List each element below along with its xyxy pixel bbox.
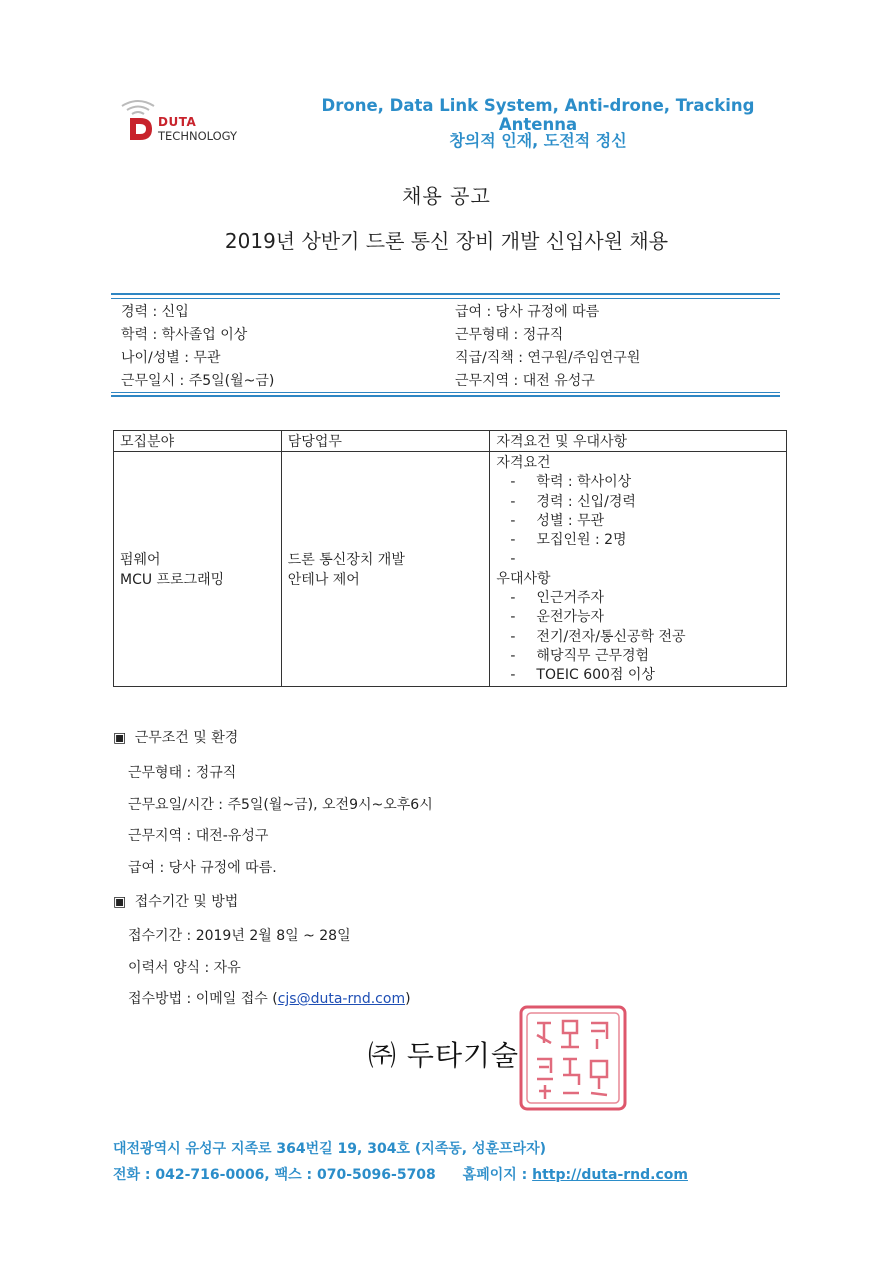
summary-position: 직급/직책 : 연구원/주임연구원 [455,350,641,366]
header-field: 모집분야 [114,431,282,452]
cell-field [114,452,282,687]
company-name: ㈜ 두타기술 [368,1039,520,1072]
preferences-title: 우대사항 [496,570,551,587]
summary-location: 근무지역 : 대전 유성구 [455,373,595,389]
list-item: - 해당직무 근무경험 [510,647,650,664]
field-line: MCU 프로그래밍 [120,571,225,588]
field-line: 펌웨어 [120,551,161,568]
list-item: - 인근거주자 [510,590,605,607]
list-item: - 성별 : 무관 [510,512,605,529]
company-seal-icon [517,1003,629,1113]
application-method: 접수방법 : 이메일 접수 (cjs@duta-rnd.com) [128,991,411,1007]
list-item: - 경력 : 신입/경력 [510,493,636,510]
logo-name: DUTA [158,115,197,129]
summary-bottom-rule [111,395,780,397]
header-requirements: 자격요건 및 우대사항 [490,431,787,452]
list-item: - [510,551,516,568]
table-row [114,452,787,687]
summary-employment-type: 근무형태 : 정규직 [455,327,564,343]
footer-contact: 전화 : 042-716-0006, 팩스 : 070-5096-5708 홈페이지 : http://duta-rnd.com [113,1167,688,1183]
list-item: - TOEIC 600점 이상 [510,667,655,684]
summary-bottom-rule-thin [111,392,780,393]
logo-subtitle: TECHNOLOGY [158,129,238,143]
table-header-row [114,431,787,452]
list-item: - 운전가능자 [510,609,605,626]
conditions-heading: ▣ 근무조건 및 환경 [113,730,239,746]
summary-salary: 급여 : 당사 규정에 따름 [455,304,600,320]
checkbox-bullet-icon: ▣ [113,730,127,746]
application-heading: ▣ 접수기간 및 방법 [113,894,239,910]
summary-top-rule-thin [111,298,780,299]
summary-top-rule [111,293,780,295]
requirements-title: 자격요건 [496,455,551,471]
cell-duty [281,452,490,687]
header-duty: 담당업무 [281,431,490,452]
page-title: 채용 공고 [402,184,491,208]
checkbox-bullet-icon: ▣ [113,894,127,910]
list-item: - 모집인원 : 2명 [510,532,627,549]
company-tagline: Drone, Data Link System, Anti-drone, Tracking Antenna [321,96,755,134]
cell-requirements [490,452,787,687]
homepage-link[interactable]: http://duta-rnd.com [532,1167,688,1183]
list-item: - 학력 : 학사이상 [510,474,632,491]
list-item: - 전기/전자/통신공학 전공 [510,628,686,645]
summary-work-days: 근무일시 : 주5일(월~금) [121,373,275,389]
condition-line: 근무지역 : 대전-유성구 [128,828,269,844]
recruitment-table [113,430,787,687]
page-subtitle: 2019년 상반기 드론 통신 장비 개발 신입사원 채용 [224,229,669,253]
summary-career: 경력 : 신입 [121,304,189,320]
summary-age-gender: 나이/성별 : 무관 [121,350,221,366]
condition-line: 근무요일/시간 : 주5일(월~금), 오전9시~오후6시 [128,797,433,813]
company-slogan: 창의적 인재, 도전적 정신 [449,131,627,150]
condition-line: 급여 : 당사 규정에 따름. [128,860,277,876]
duty-line: 드론 통신장치 개발 [287,551,405,568]
footer-address: 대전광역시 유성구 지족로 364번길 19, 304호 (지족동, 성훈프라자) [113,1141,547,1157]
condition-line: 근무형태 : 정규직 [128,765,237,781]
email-link[interactable]: cjs@duta-rnd.com [277,991,406,1007]
summary-education: 학력 : 학사졸업 이상 [121,327,248,343]
duty-line: 안테나 제어 [287,571,360,588]
application-period: 접수기간 : 2019년 2월 8일 ~ 28일 [128,928,351,944]
application-resume: 이력서 양식 : 자유 [128,960,241,976]
